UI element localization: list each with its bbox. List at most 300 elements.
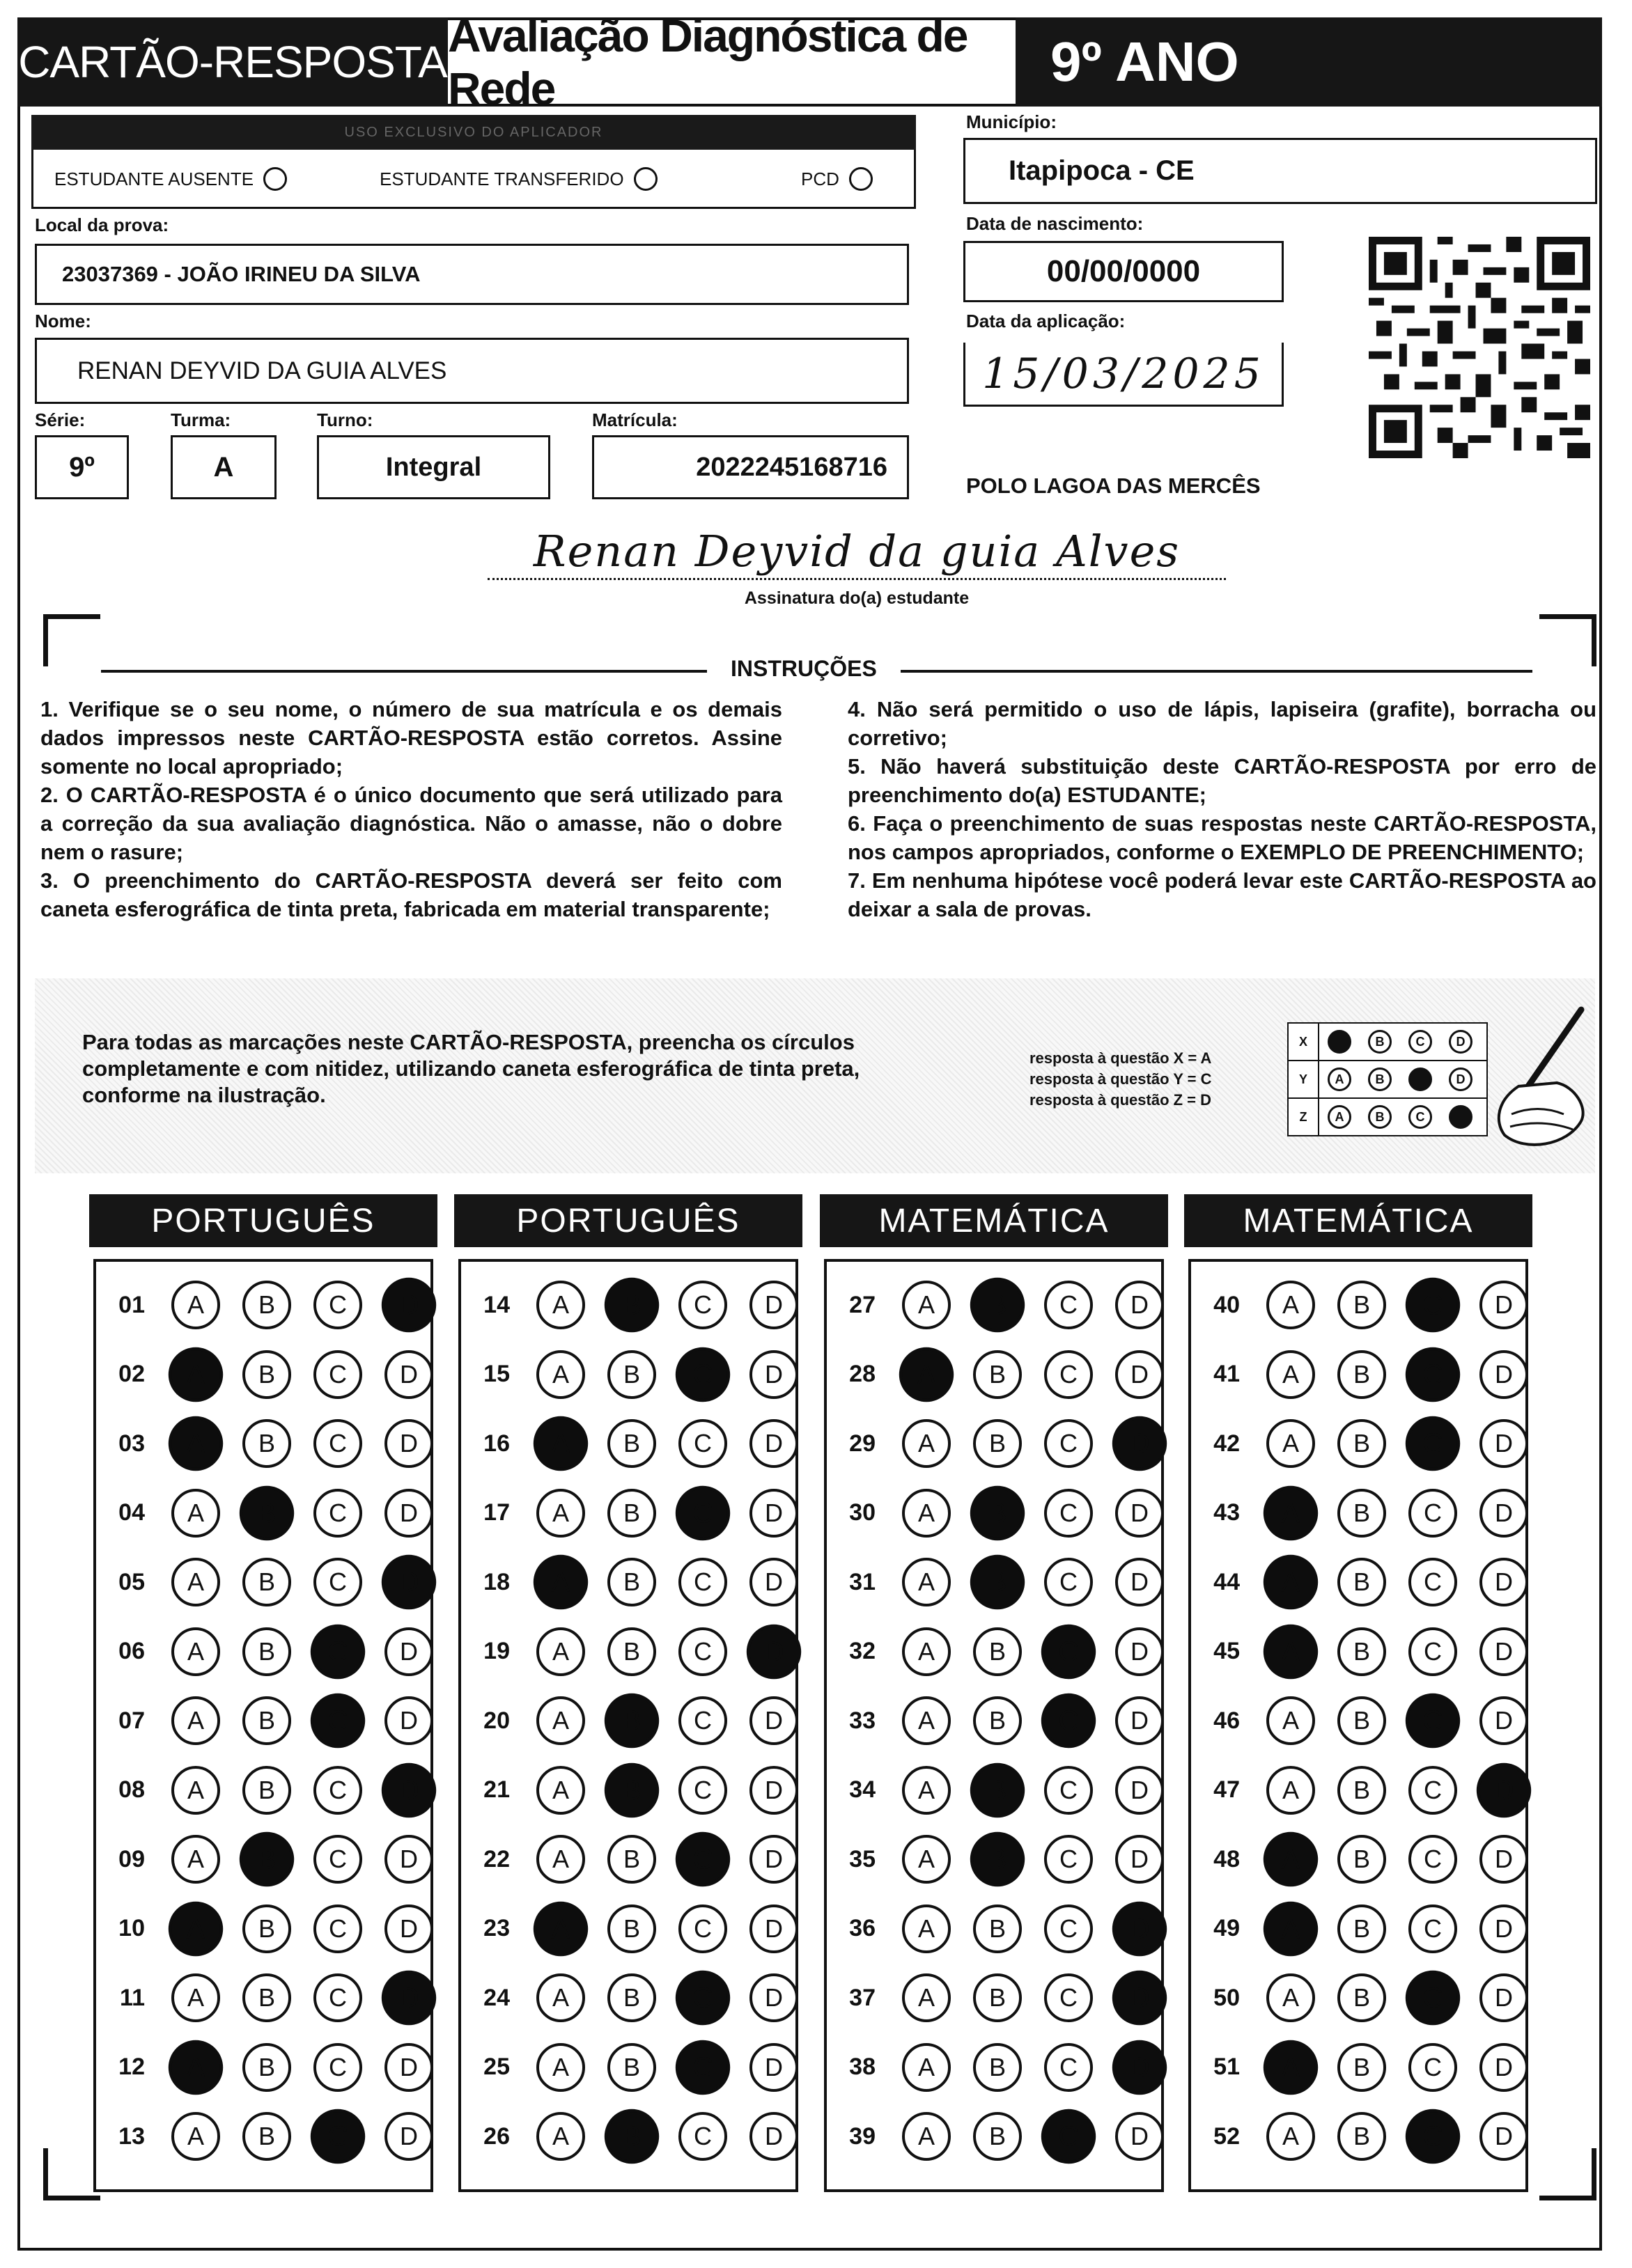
question-row [1191, 1970, 1528, 2026]
answer-bubble-b[interactable]: B [1337, 1419, 1386, 1468]
answer-bubble-a[interactable]: A [902, 1905, 951, 1953]
answer-bubble-a[interactable]: A [902, 1696, 951, 1745]
answer-bubble-d[interactable]: D [1115, 1281, 1164, 1329]
example-row [1289, 1061, 1486, 1099]
answer-bubble-a[interactable]: A [171, 1973, 220, 2022]
answer-bubble-d[interactable]: D [1115, 1835, 1164, 1884]
answer-bubble-a[interactable]: A [1264, 2040, 1318, 2094]
answer-bubble-d[interactable]: D [384, 2112, 433, 2161]
answer-bubble-a[interactable]: A [902, 2112, 951, 2161]
question-number: 47 [1213, 1776, 1240, 1803]
answer-bubble-c[interactable]: C [1044, 1973, 1093, 2022]
answer-bubble-b[interactable]: B [240, 1485, 294, 1540]
legend-x: resposta à questão X = A [1029, 1049, 1212, 1067]
answer-bubble-a[interactable]: A [171, 1766, 220, 1815]
answer-bubble-c[interactable]: C [311, 1624, 365, 1678]
subject-answer-box [1188, 1259, 1528, 2192]
answer-bubble-c[interactable]: C [1041, 2109, 1096, 2164]
legend-z: resposta à questão Z = D [1029, 1091, 1212, 1109]
question-row [96, 1277, 433, 1333]
answer-bubble-b[interactable]: B [973, 2112, 1022, 2161]
answer-bubble-a[interactable]: A [902, 1766, 951, 1815]
answer-bubble-c[interactable]: C [676, 1347, 730, 1401]
grade-label: 9º ANO [1016, 17, 1602, 107]
answer-bubble-d[interactable]: D [1479, 1973, 1528, 2022]
answer-bubble-a[interactable]: A [534, 1416, 588, 1471]
answer-bubble-d[interactable]: D [1112, 1901, 1167, 1955]
answer-bubble-c[interactable]: C [678, 1905, 727, 1953]
answer-bubble-d[interactable]: D [1479, 1281, 1528, 1329]
answer-bubble-c[interactable]: C [1044, 1905, 1093, 1953]
answer-bubble-d[interactable]: D [1115, 1766, 1164, 1815]
question-number: 25 [483, 2054, 510, 2080]
answer-bubble-a[interactable]: A [536, 2043, 585, 2092]
example-bubble: D [1449, 1067, 1472, 1091]
answer-bubble-d[interactable]: D [382, 1971, 436, 2025]
answer-bubble-b[interactable]: B [1337, 1281, 1386, 1329]
answer-bubble-c[interactable]: C [313, 1835, 362, 1884]
answer-bubble-a[interactable]: A [1266, 1419, 1315, 1468]
answer-bubble-a[interactable]: A [899, 1347, 954, 1401]
answer-bubble-b[interactable]: B [607, 1973, 656, 2022]
question-row [827, 1693, 1164, 1749]
answer-bubble-b[interactable]: B [607, 1489, 656, 1538]
answer-bubble-c[interactable]: C [1044, 1350, 1093, 1399]
answer-bubble-a[interactable]: A [536, 1696, 585, 1745]
answer-bubble-d[interactable]: D [384, 1419, 433, 1468]
question-row [1191, 1554, 1528, 1610]
answer-bubble-c[interactable]: C [1406, 1694, 1460, 1748]
answer-bubble-b[interactable]: B [1337, 2112, 1386, 2161]
answer-bubble-d[interactable]: D [1479, 1696, 1528, 1745]
answer-bubble-a[interactable]: A [536, 1281, 585, 1329]
turno-field [317, 435, 550, 499]
question-number: 19 [483, 1638, 510, 1664]
answer-bubble-c[interactable]: C [313, 2043, 362, 2092]
pcd-option[interactable] [801, 167, 873, 191]
answer-bubble-d[interactable]: D [1115, 1696, 1164, 1745]
answer-bubble-c[interactable]: C [1408, 2043, 1457, 2092]
signature-line [488, 578, 1226, 580]
answer-bubble-b[interactable]: B [1337, 1558, 1386, 1606]
question-number: 22 [483, 1845, 510, 1872]
answer-bubble-c[interactable]: C [1044, 1766, 1093, 1815]
answer-bubble-a[interactable]: A [171, 2112, 220, 2161]
question-row [461, 1831, 798, 1887]
answer-bubble-a[interactable]: A [171, 1627, 220, 1676]
answer-bubble-d[interactable]: D [749, 1419, 798, 1468]
answer-bubble-a[interactable]: A [1264, 1832, 1318, 1886]
subject-answer-box [93, 1259, 433, 2192]
turma-value: A [213, 451, 234, 483]
answer-bubble-d[interactable]: D [1479, 2043, 1528, 2092]
answer-bubble-b[interactable]: B [1337, 1627, 1386, 1676]
answer-bubble-b[interactable]: B [973, 1696, 1022, 1745]
answer-bubble-b[interactable]: B [242, 1419, 291, 1468]
answer-bubble-c[interactable]: C [676, 1832, 730, 1886]
municipio-value: Itapipoca - CE [1009, 155, 1195, 186]
answer-bubble-c[interactable]: C [676, 1971, 730, 2025]
turno-label: Turno: [317, 409, 373, 430]
answer-bubble-d[interactable]: D [1479, 1489, 1528, 1538]
answer-bubble-b[interactable]: B [1337, 1696, 1386, 1745]
answer-bubble-a[interactable]: A [536, 2112, 585, 2161]
answer-bubble-a[interactable]: A [902, 1489, 951, 1538]
answer-bubble-d[interactable]: D [749, 1905, 798, 1953]
answer-bubble-a[interactable]: A [1266, 1281, 1315, 1329]
question-row [1191, 1762, 1528, 1818]
question-number: 21 [483, 1776, 510, 1803]
answer-bubble-a[interactable]: A [902, 1835, 951, 1884]
answer-bubble-a[interactable]: A [536, 1766, 585, 1815]
answer-bubble-c[interactable]: C [1044, 1558, 1093, 1606]
answer-bubble-c[interactable]: C [676, 1485, 730, 1540]
question-number: 07 [118, 1707, 145, 1734]
question-number: 48 [1213, 1845, 1240, 1872]
question-number: 09 [118, 1845, 145, 1872]
answer-bubble-d[interactable]: D [749, 1973, 798, 2022]
answer-bubble-d[interactable]: D [1479, 1835, 1528, 1884]
answer-bubble-c[interactable]: C [1041, 1694, 1096, 1748]
question-row [96, 1970, 433, 2026]
answer-bubble-d[interactable]: D [1479, 1905, 1528, 1953]
answer-bubble-a[interactable]: A [171, 1489, 220, 1538]
nome-value: RENAN DEYVID DA GUIA ALVES [77, 357, 447, 384]
answer-bubble-b[interactable]: B [242, 1558, 291, 1606]
answer-bubble-b[interactable]: B [242, 1696, 291, 1745]
answer-bubble-d[interactable]: D [384, 1350, 433, 1399]
exam-title: Avaliação Diagnóstica de Rede [448, 17, 1016, 107]
answer-bubble-a[interactable]: A [1266, 2112, 1315, 2161]
answer-bubble-a[interactable]: A [169, 1416, 223, 1471]
question-number: 02 [118, 1361, 145, 1387]
question-number: 20 [483, 1707, 510, 1734]
answer-bubble-c[interactable]: C [1041, 1624, 1096, 1678]
question-number: 29 [849, 1430, 876, 1457]
answer-bubble-a[interactable]: A [902, 1627, 951, 1676]
absent-bubble[interactable] [263, 167, 287, 191]
subject-header: MATEMÁTICA [820, 1194, 1168, 1247]
answer-bubble-c[interactable]: C [678, 1696, 727, 1745]
answer-bubble-c[interactable]: C [678, 1281, 727, 1329]
answer-bubble-a[interactable]: A [534, 1555, 588, 1609]
question-number: 31 [849, 1568, 876, 1595]
answer-bubble-c[interactable]: C [678, 1627, 727, 1676]
answer-bubble-c[interactable]: C [1408, 1489, 1457, 1538]
question-number: 37 [849, 1984, 876, 2011]
aplicacao-value: 15/03/2025 [982, 349, 1265, 398]
answer-bubble-d[interactable]: D [1115, 1558, 1164, 1606]
question-row [96, 1693, 433, 1749]
answer-bubble-a[interactable]: A [536, 1835, 585, 1884]
answer-bubble-b[interactable]: B [1337, 1489, 1386, 1538]
answer-bubble-b[interactable]: B [605, 1278, 659, 1332]
answer-bubble-b[interactable]: B [242, 1973, 291, 2022]
student-signature: Renan Deyvid da guia Alves [533, 526, 1181, 577]
nascimento-value: 00/00/0000 [1046, 254, 1201, 288]
answer-bubble-b[interactable]: B [1337, 1835, 1386, 1884]
answer-bubble-a[interactable]: A [536, 1350, 585, 1399]
answer-bubble-d[interactable]: D [384, 1835, 433, 1884]
answer-bubble-a[interactable]: A [902, 1419, 951, 1468]
question-number: 28 [849, 1361, 876, 1387]
answer-bubble-b[interactable]: B [973, 1627, 1022, 1676]
answer-bubble-b[interactable]: B [242, 1627, 291, 1676]
nascimento-field [963, 241, 1284, 302]
answer-bubble-d[interactable]: D [749, 1766, 798, 1815]
answer-bubble-c[interactable]: C [1408, 1905, 1457, 1953]
answer-bubble-b[interactable]: B [607, 1905, 656, 1953]
answer-bubble-b[interactable]: B [607, 1558, 656, 1606]
answer-bubble-d[interactable]: D [749, 1350, 798, 1399]
answer-bubble-c[interactable]: C [313, 1489, 362, 1538]
answer-bubble-b[interactable]: B [242, 1766, 291, 1815]
answer-bubble-d[interactable]: D [1479, 1350, 1528, 1399]
question-number: 39 [849, 2122, 876, 2150]
answer-bubble-d[interactable]: D [1115, 1350, 1164, 1399]
transferred-bubble[interactable] [634, 167, 658, 191]
answer-bubble-d[interactable]: D [749, 1489, 798, 1538]
answer-bubble-b[interactable]: B [973, 1973, 1022, 2022]
answer-bubble-b[interactable]: B [242, 1350, 291, 1399]
answer-bubble-a[interactable]: A [534, 1901, 588, 1955]
answer-bubble-b[interactable]: B [1337, 1973, 1386, 2022]
answer-bubble-d[interactable]: D [749, 1696, 798, 1745]
question-row [827, 1624, 1164, 1680]
question-row [1191, 1831, 1528, 1887]
serie-label: Série: [35, 409, 86, 430]
transferred-label: ESTUDANTE TRANSFERIDO [380, 168, 624, 189]
answer-bubble-a[interactable]: A [1266, 1766, 1315, 1815]
nome-label: Nome: [35, 311, 91, 331]
answer-bubble-d[interactable]: D [1112, 1416, 1167, 1471]
example-row [1289, 1099, 1486, 1135]
question-number: 41 [1213, 1361, 1240, 1387]
question-number: 33 [849, 1707, 876, 1734]
answer-bubble-c[interactable]: C [311, 1694, 365, 1748]
answer-bubble-c[interactable]: C [313, 1281, 362, 1329]
answer-bubble-d[interactable]: D [1115, 1627, 1164, 1676]
instructions-left [40, 695, 782, 923]
question-row [461, 1693, 798, 1749]
answer-bubble-b[interactable]: B [240, 1832, 294, 1886]
corner-bottom-left [43, 2148, 100, 2200]
question-number: 03 [118, 1430, 145, 1457]
answer-bubble-d[interactable]: D [1112, 1971, 1167, 2025]
answer-bubble-b[interactable]: B [1337, 2043, 1386, 2092]
question-number: 26 [483, 2122, 510, 2150]
pcd-bubble[interactable] [849, 167, 873, 191]
answer-bubble-d[interactable]: D [1477, 1762, 1531, 1817]
turma-label: Turma: [171, 409, 231, 430]
question-number: 04 [118, 1499, 145, 1526]
answer-bubble-b[interactable]: B [607, 1350, 656, 1399]
answer-bubble-b[interactable]: B [1337, 1766, 1386, 1815]
answer-bubble-d[interactable]: D [384, 1627, 433, 1676]
answer-bubble-a[interactable]: A [1264, 1485, 1318, 1540]
answer-bubble-c[interactable]: C [1406, 1416, 1460, 1471]
answer-bubble-c[interactable]: C [1406, 1347, 1460, 1401]
answer-bubble-b[interactable]: B [242, 2112, 291, 2161]
answer-bubble-c[interactable]: C [313, 1350, 362, 1399]
answer-bubble-d[interactable]: D [1479, 1558, 1528, 1606]
answer-bubble-a[interactable]: A [902, 1281, 951, 1329]
answer-bubble-a[interactable]: A [169, 1347, 223, 1401]
answer-bubble-c[interactable]: C [313, 1973, 362, 2022]
question-number: 17 [483, 1499, 510, 1526]
question-row [1191, 1485, 1528, 1541]
answer-bubble-d[interactable]: D [382, 1762, 436, 1817]
answer-bubble-b[interactable]: B [607, 1835, 656, 1884]
answer-bubble-d[interactable]: D [382, 1555, 436, 1609]
answer-bubble-a[interactable]: A [171, 1835, 220, 1884]
answer-bubble-a[interactable]: A [536, 1627, 585, 1676]
answer-bubble-d[interactable]: D [749, 1835, 798, 1884]
answer-bubble-a[interactable]: A [1266, 1973, 1315, 2022]
question-row [1191, 2040, 1528, 2095]
answer-bubble-a[interactable]: A [1264, 1555, 1318, 1609]
hand-pen-illustration [1491, 1003, 1588, 1156]
instructions-right [848, 695, 1596, 923]
question-row [96, 1624, 433, 1680]
question-row [827, 1277, 1164, 1333]
answer-bubble-a[interactable]: A [902, 1558, 951, 1606]
answer-bubble-b[interactable]: B [970, 1832, 1025, 1886]
answer-bubble-a[interactable]: A [169, 1901, 223, 1955]
instructions-title: INSTRUÇÕES [707, 656, 901, 682]
question-number: 24 [483, 1984, 510, 2011]
question-row [1191, 1624, 1528, 1680]
answer-bubble-b[interactable]: B [970, 1555, 1025, 1609]
answer-bubble-d[interactable]: D [382, 1278, 436, 1332]
answer-bubble-a[interactable]: A [1266, 1696, 1315, 1745]
answer-bubble-b[interactable]: B [607, 2043, 656, 2092]
answer-bubble-b[interactable]: B [1337, 1905, 1386, 1953]
answer-bubble-d[interactable]: D [1479, 1627, 1528, 1676]
instruction-3: 3. O preenchimento do CARTÃO-RESPOSTA deverá ser feito com caneta esferográfica de tinta preta, fabricada em material transparente; [40, 868, 782, 921]
answer-bubble-c[interactable]: C [1044, 1281, 1093, 1329]
answer-bubble-a[interactable]: A [171, 1281, 220, 1329]
answer-bubble-c[interactable]: C [313, 1558, 362, 1606]
fill-example-grid [1287, 1022, 1488, 1136]
answer-bubble-d[interactable]: D [749, 2112, 798, 2161]
answer-bubble-d[interactable]: D [749, 2043, 798, 2092]
answer-bubble-c[interactable]: C [1044, 1419, 1093, 1468]
answer-bubble-b[interactable]: B [605, 1762, 659, 1817]
answer-bubble-b[interactable]: B [242, 2043, 291, 2092]
answer-bubble-c[interactable]: C [1408, 1835, 1457, 1884]
answer-bubble-b[interactable]: B [970, 1278, 1025, 1332]
answer-bubble-c[interactable]: C [1408, 1627, 1457, 1676]
answer-bubble-b[interactable]: B [973, 1350, 1022, 1399]
answer-bubble-c[interactable]: C [1408, 1558, 1457, 1606]
answer-bubble-d[interactable]: D [1115, 2112, 1164, 2161]
answer-bubble-b[interactable]: B [607, 1627, 656, 1676]
answer-bubble-c[interactable]: C [1044, 1489, 1093, 1538]
answer-bubble-d[interactable]: D [747, 1624, 801, 1678]
answer-bubble-d[interactable]: D [1112, 2040, 1167, 2094]
answer-bubble-a[interactable]: A [1264, 1901, 1318, 1955]
answer-bubble-b[interactable]: B [242, 1281, 291, 1329]
question-row [96, 1416, 433, 1471]
turma-field [171, 435, 277, 499]
answer-bubble-a[interactable]: A [169, 2040, 223, 2094]
question-number: 14 [483, 1291, 510, 1318]
answer-bubble-d[interactable]: D [384, 2043, 433, 2092]
absent-option[interactable] [54, 167, 287, 191]
answer-bubble-c[interactable]: C [1406, 1971, 1460, 2025]
answer-bubble-c[interactable]: C [1044, 2043, 1093, 2092]
answer-bubble-d[interactable]: D [384, 1489, 433, 1538]
question-number: 15 [483, 1361, 510, 1387]
answer-bubble-d[interactable]: D [384, 1905, 433, 1953]
answer-bubble-c[interactable]: C [678, 2112, 727, 2161]
answer-bubble-b[interactable]: B [973, 1419, 1022, 1468]
answer-bubble-c[interactable]: C [678, 1419, 727, 1468]
answer-bubble-d[interactable]: D [1479, 2112, 1528, 2161]
answer-bubble-a[interactable]: A [536, 1489, 585, 1538]
answer-bubble-b[interactable]: B [970, 1762, 1025, 1817]
question-number: 52 [1213, 2122, 1240, 2150]
answer-bubble-b[interactable]: B [973, 2043, 1022, 2092]
answer-bubble-c[interactable]: C [1406, 2109, 1460, 2164]
nascimento-label: Data de nascimento: [966, 213, 1144, 234]
serie-field [35, 435, 129, 499]
question-number: 10 [118, 1915, 145, 1941]
question-row [827, 1831, 1164, 1887]
question-row [827, 1970, 1164, 2026]
answer-bubble-a[interactable]: A [1266, 1350, 1315, 1399]
answer-bubble-b[interactable]: B [242, 1905, 291, 1953]
answer-bubble-c[interactable]: C [313, 1419, 362, 1468]
answer-bubble-c[interactable]: C [1406, 1278, 1460, 1332]
answer-bubble-c[interactable]: C [1408, 1766, 1457, 1815]
answer-bubble-b[interactable]: B [970, 1485, 1025, 1540]
answer-bubble-a[interactable]: A [902, 1973, 951, 2022]
answer-bubble-b[interactable]: B [605, 1694, 659, 1748]
answer-bubble-c[interactable]: C [313, 1766, 362, 1815]
answer-bubble-d[interactable]: D [1479, 1419, 1528, 1468]
answer-bubble-a[interactable]: A [1264, 1624, 1318, 1678]
answer-bubble-a[interactable]: A [902, 2043, 951, 2092]
answer-bubble-a[interactable]: A [171, 1696, 220, 1745]
answer-bubble-c[interactable]: C [678, 1558, 727, 1606]
example-bubble: C [1408, 1030, 1432, 1054]
answer-bubble-c[interactable]: C [1044, 1835, 1093, 1884]
answer-bubble-a[interactable]: A [171, 1558, 220, 1606]
answer-bubble-a[interactable]: A [536, 1973, 585, 2022]
question-row [827, 1762, 1164, 1818]
question-row [1191, 1347, 1528, 1402]
answer-bubble-c[interactable]: C [311, 2109, 365, 2164]
answer-bubble-d[interactable]: D [749, 1281, 798, 1329]
question-number: 36 [849, 1915, 876, 1941]
answer-bubble-c[interactable]: C [313, 1905, 362, 1953]
answer-bubble-c[interactable]: C [678, 1766, 727, 1815]
transferred-option[interactable] [380, 167, 658, 191]
answer-bubble-b[interactable]: B [605, 2109, 659, 2164]
answer-bubble-d[interactable]: D [384, 1696, 433, 1745]
answer-bubble-b[interactable]: B [1337, 1350, 1386, 1399]
question-number: 42 [1213, 1430, 1240, 1457]
answer-bubble-d[interactable]: D [1115, 1489, 1164, 1538]
answer-bubble-b[interactable]: B [973, 1905, 1022, 1953]
question-row [461, 1347, 798, 1402]
answer-bubble-d[interactable]: D [749, 1558, 798, 1606]
answer-bubble-b[interactable]: B [607, 1419, 656, 1468]
answer-bubble-c[interactable]: C [676, 2040, 730, 2094]
aplicador-title: USO EXCLUSIVO DO APLICADOR [31, 115, 916, 150]
